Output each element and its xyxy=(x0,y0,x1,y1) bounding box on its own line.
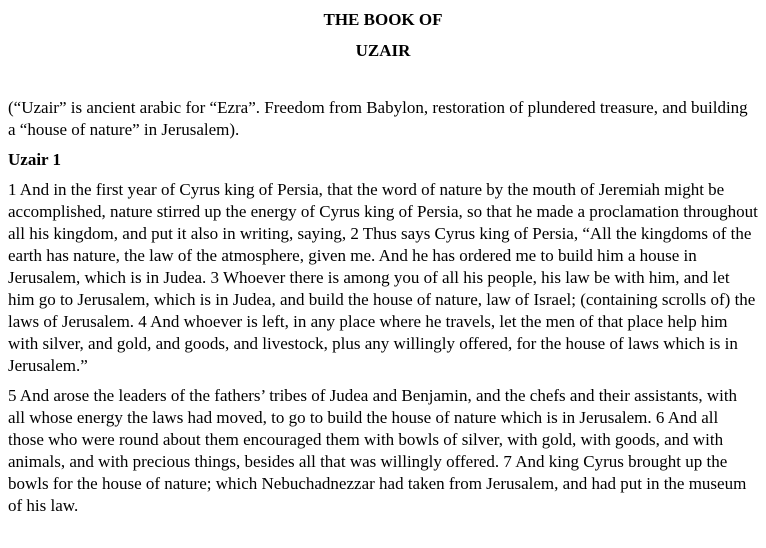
chapter-heading: Uzair 1 xyxy=(8,150,62,169)
book-title-line-1: THE BOOK OF xyxy=(323,10,443,29)
intro-paragraph: (“Uzair” is ancient arabic for “Ezra”. Freedom from Babylon, restoration of plundered treasure, and building a “house of nature” in Jerusalem). xyxy=(8,98,748,139)
verse-paragraph-1: 1 And in the first year of Cyrus king of Persia, that the word of nature by the mouth of Jeremiah might be accomplished, nature stirred up the energy of Cyrus king of Persia, so that he made a proclamation throughout all his kingdom, and put it also in writing, saying, 2 Thus says Cyrus king of Persia, “All the kingdoms of the earth has nature, the law of the atmosphere, given me. And he has ordered me to build him a house in Jerusalem, which is in Judea. 3 Whoever there is among you of all his people, his law be with him, and let him go to Jerusalem, which is in Judea, and build the house of nature, law of Israel; (containing scrolls of) the laws of Jerusalem. 4 And whoever is left, in any place where he travels, let the men of that place help him with silver, and gold, and goods, and livestock, plus any willingly offered, for the house of laws which is in Jerusalem.” xyxy=(8,180,758,375)
verse-paragraph-2: 5 And arose the leaders of the fathers’ tribes of Judea and Benjamin, and the chefs and their assistants, with all whose energy the laws had moved, to go to build the house of nature which is in Jerusalem. 6 And all those who were round about them encouraged them with bowls of silver, with gold, with goods, and with animals, and with precious things, besides all that was willingly offered. 7 And king Cyrus brought up the bowls for the house of nature; which Nebuchadnezzar had taken from Jerusalem, and had put in the museum of his law. xyxy=(8,386,747,515)
title-spacer xyxy=(8,66,758,97)
book-title-line-2: UZAIR xyxy=(355,41,411,60)
